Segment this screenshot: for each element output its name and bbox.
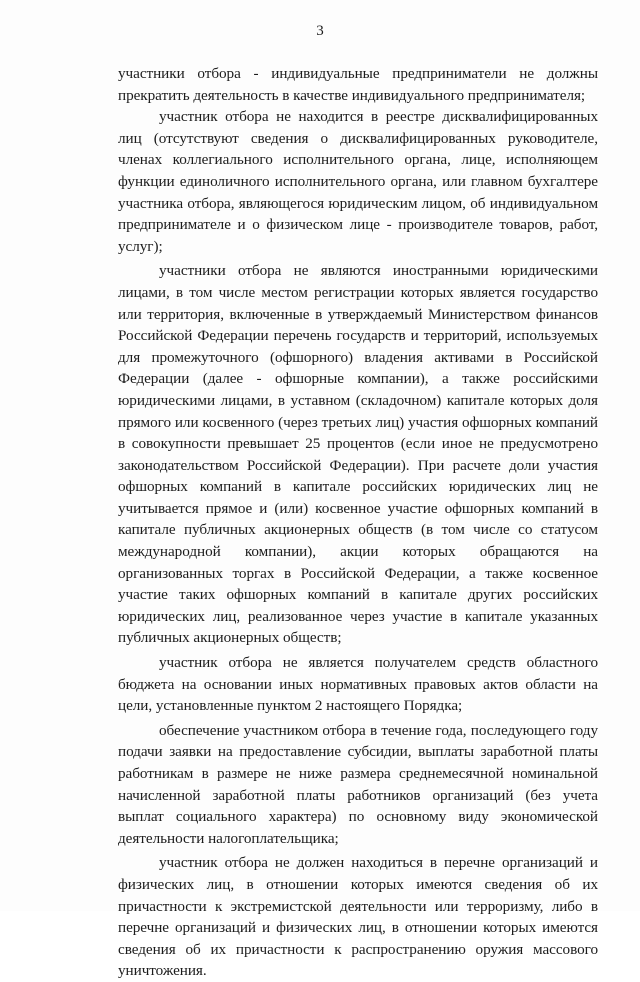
paragraph-regional-budget: участник отбора не является получателем средств областного бюджета на основании иных нормативных правовых актов области на цели, установленные пунктом 2 настоящего Порядка; — [118, 654, 598, 715]
paragraph-individual-entrepreneurs: участники отбора - индивидуальные предприниматели не должны прекратить деятельность в качестве индивидуального предпринимателя; — [118, 65, 598, 104]
paragraph-salary-requirement: обеспечение участником отбора в течение года, последующего году подачи заявки на предоставление субсидии, выплаты заработной платы работникам в размере не ниже размера среднемесячной номинальной начисленной заработной платы работников организаций (без учета выплат социального характера) по основному виду экономической деятельности налогоплательщика; — [118, 721, 598, 847]
paragraph-offshore-companies: участники отбора не являются иностранными юридическими лицами, в том числе местом регистрации которых является государство или территория, включенные в утверждаемый Министерством финансов Российской Федерации перечень государств и территорий, используемых для промежуточного (офшорного) владения активами в Российской Федерации (далее - офшорные компании), а также российскими юридическими лицами, в уставном (складочном) капитале которых доля прямого или косвенного (через третьих лиц) участия офшорных компаний в совокупности превышает 25 процентов (если иное не предусмотрено законодательством Российской Федерации). При расчете доли участия офшорных компаний в капитале российских юридических лиц не учитывается прямое и (или) косвенное участие офшорных компаний в капитале публичных акционерных обществ (в том числе со статусом международной компании), акции которых обращаются на организованных торгах в Российской Федерации, а также косвенное участие таких офшорных компаний в капитале других российских юридических лиц, реализованное через участие в капитале указанных публичных акционерных обществ; — [118, 262, 598, 647]
paragraph-extremism-list: участник отбора не должен находиться в перечне организаций и физических лиц, в отношении которых имеются сведения об их причастности к экстремистской деятельности или терроризму, либо в перечне организаций и физических лиц, в отношении которых имеются сведения об их причастности к распространению оружия массового уничтожения. — [118, 854, 598, 980]
paragraph-disqualified-registry: участник отбора не находится в реестре дисквалифицированных лиц (отсутствуют сведения о дисквалифицированных руководителе, членах коллегиального исполнительного органа, лице, исполняющем функции единоличного исполнительного органа, или главном бухгалтере участника отбора, являющегося юридическим лицом, об индивидуальном предпринимателе и о физическом лице - производителе товаров, работ, услуг); — [118, 108, 598, 255]
document-body — [118, 63, 598, 982]
page-number: 3 — [316, 23, 324, 39]
